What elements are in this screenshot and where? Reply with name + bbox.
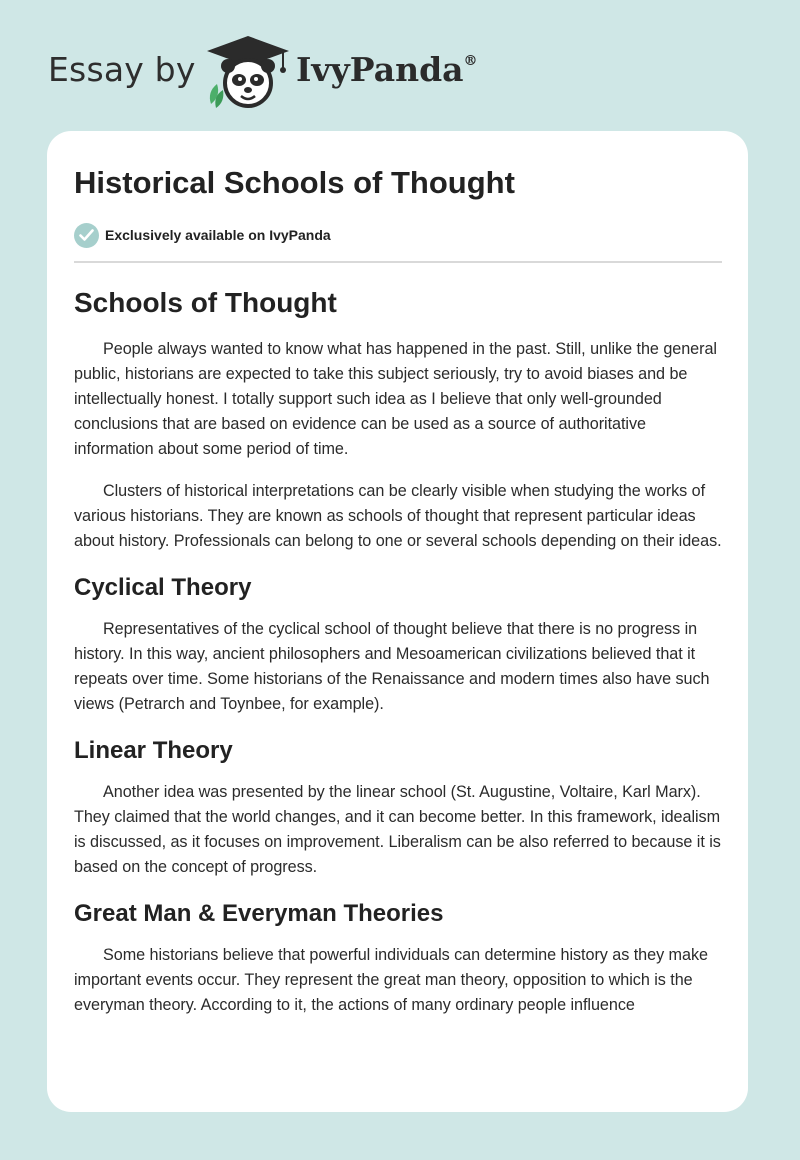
- essay-body: [74, 281, 722, 1035]
- paragraph: Another idea was presented by the linear school (St. Augustine, Voltaire, Karl Marx). They claimed that the world changes, and it can become better. In this framework, idealism is discussed, as it focuses on improvement. Liberalism can be also referred to because it is based on the concept of progress.: [74, 783, 721, 876]
- site-header: [48, 30, 548, 110]
- check-icon: [74, 223, 99, 248]
- paragraph: Some historians believe that powerful individuals can determine history as they make important events occur. They represent the great man theory, opposition to which is the everyman theory. According to it, the actions of many ordinary people influence: [74, 946, 708, 1014]
- title-divider: [74, 261, 722, 263]
- brand-label: IvyPanda: [296, 50, 464, 89]
- section-heading: Cyclical Theory: [74, 574, 252, 601]
- paragraph: Representatives of the cyclical school of thought believe that there is no progress in history. In this way, ancient philosophers and Mesoamerican civilizations believed that it repeats over time. Some historians of the Renaissance and modern times also have such views (Petrarch and Toynbee, for example).: [74, 620, 710, 713]
- paragraph: Clusters of historical interpretations can be clearly visible when studying the works of various historians. They are known as schools of thought that represent particular ideas about history. Professionals can belong to one or several schools depending on their ideas.: [74, 482, 722, 550]
- essay-by-label: Essay by: [48, 50, 196, 89]
- essay-card: [47, 131, 748, 1112]
- section-heading: Great Man & Everyman Theories: [74, 900, 444, 927]
- page-title: Historical Schools of Thought: [74, 165, 515, 200]
- paragraph: People always wanted to know what has happened in the past. Still, unlike the general public, historians are expected to take this subject seriously, try to avoid biases and be intellectually honest. I totally support such idea as I believe that only well-grounded conclusions that are based on evidence can be used as a source of authoritative information about some period of time.: [74, 340, 717, 458]
- brand-name[interactable]: [296, 50, 478, 89]
- exclusive-label: Exclusively available on IvyPanda: [105, 227, 331, 243]
- section-heading: Linear Theory: [74, 737, 233, 764]
- section-heading: Schools of Thought: [74, 287, 337, 318]
- panda-logo-icon[interactable]: [203, 34, 293, 110]
- registered-mark: ®: [463, 53, 478, 69]
- exclusive-badge: [74, 222, 331, 248]
